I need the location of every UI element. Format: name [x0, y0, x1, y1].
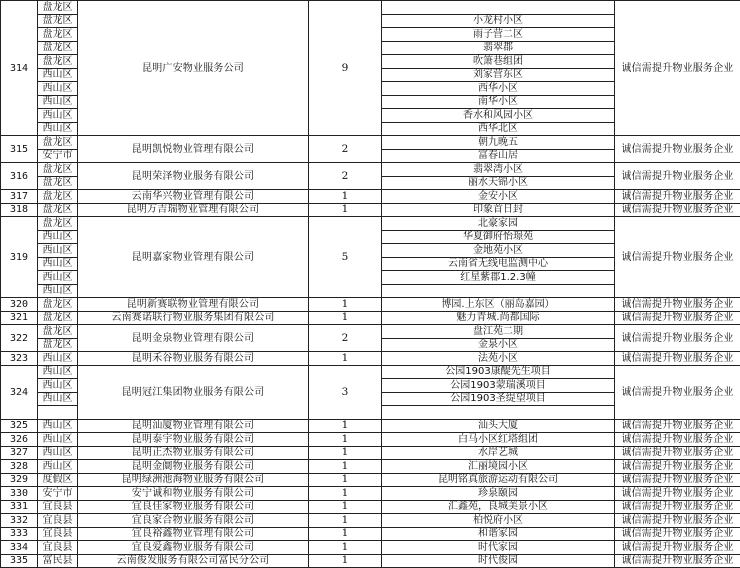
company-name-cell: 昆明禾谷物业服务有限公司 — [78, 352, 309, 366]
row-number-cell: 325 — [1, 419, 38, 433]
project-name-cell: 香水和风园小区 — [382, 109, 615, 123]
project-name-cell — [382, 406, 615, 420]
row-number-cell: 320 — [1, 298, 38, 312]
table-row — [1, 136, 740, 150]
project-count-cell: 1 — [309, 554, 382, 568]
district-cell: 宜良县 — [38, 514, 78, 528]
row-number-cell: 329 — [1, 473, 38, 487]
district-cell: 盘龙区 — [38, 176, 78, 190]
district-cell: 宜良县 — [38, 541, 78, 555]
project-name-cell: 汇丽境园小区 — [382, 460, 615, 474]
project-count-cell: 1 — [309, 446, 382, 460]
table-row — [1, 298, 740, 312]
company-name-cell: 云南赛诺联行物业服务集团有限公司 — [78, 311, 309, 325]
project-count-cell: 1 — [309, 419, 382, 433]
company-name-cell: 昆明金泉物业管理有限公司 — [78, 325, 309, 352]
row-number-cell: 318 — [1, 203, 38, 217]
table-row — [1, 433, 740, 447]
company-name-cell: 昆明正杰物业服务有限公司 — [78, 446, 309, 460]
table-row — [1, 514, 740, 528]
enterprise-category-cell: 诚信需提升物业服务企业 — [615, 460, 740, 474]
table-row — [1, 217, 740, 231]
district-cell: 盘龙区 — [38, 163, 78, 177]
project-name-cell: 红星紫郡1.2.3幢 — [382, 271, 615, 285]
project-name-cell: 南华小区 — [382, 95, 615, 109]
district-cell: 安宁市 — [38, 149, 78, 163]
project-name-cell: 博园.上东区（丽岛嘉园） — [382, 298, 615, 312]
district-cell: 度假区 — [38, 473, 78, 487]
enterprise-category-cell: 诚信需提升物业服务企业 — [615, 541, 740, 555]
enterprise-category-cell: 诚信需提升物业服务企业 — [615, 473, 740, 487]
company-name-cell: 安宁诚和物业服务有限公司 — [78, 487, 309, 501]
project-name-cell: 时代家园 — [382, 541, 615, 555]
district-cell: 盘龙区 — [38, 28, 78, 42]
row-number-cell: 333 — [1, 527, 38, 541]
company-name-cell: 宜良爱鑫物业服务有限公司 — [78, 541, 309, 555]
row-number-cell: 331 — [1, 500, 38, 514]
enterprise-category-cell: 诚信需提升物业服务企业 — [615, 311, 740, 325]
table-row — [1, 325, 740, 339]
district-cell: 盘龙区 — [38, 203, 78, 217]
district-cell: 盘龙区 — [38, 55, 78, 69]
enterprise-category-cell: 诚信需提升物业服务企业 — [615, 298, 740, 312]
district-cell: 西山区 — [38, 257, 78, 271]
company-name-cell: 昆明泰宇物业服务有限公司 — [78, 433, 309, 447]
project-count-cell: 1 — [309, 190, 382, 204]
district-cell: 宜良县 — [38, 500, 78, 514]
district-cell: 西山区 — [38, 446, 78, 460]
company-name-cell: 云南俊发服务有限公司富民分公司 — [78, 554, 309, 568]
district-cell: 富民县 — [38, 554, 78, 568]
project-name-cell: 盘江苑二期 — [382, 325, 615, 339]
project-count-cell: 1 — [309, 527, 382, 541]
enterprise-category-cell: 诚信需提升物业服务企业 — [615, 500, 740, 514]
table-row — [1, 473, 740, 487]
district-cell: 盘龙区 — [38, 190, 78, 204]
row-number-cell: 328 — [1, 460, 38, 474]
enterprise-category-cell: 诚信需提升物业服务企业 — [615, 325, 740, 352]
table-row — [1, 419, 740, 433]
project-count-cell: 1 — [309, 311, 382, 325]
project-name-cell: 金安小区 — [382, 190, 615, 204]
row-number-cell: 323 — [1, 352, 38, 366]
row-number-cell: 330 — [1, 487, 38, 501]
table-row — [1, 190, 740, 204]
project-name-cell: 柏悦府小区 — [382, 514, 615, 528]
row-number-cell: 321 — [1, 311, 38, 325]
project-name-cell: 汇鑫苑，良城美景小区 — [382, 500, 615, 514]
enterprise-category-cell: 诚信需提升物业服务企业 — [615, 487, 740, 501]
project-name-cell: 公园1903圣缇望项目 — [382, 392, 615, 406]
project-count-cell: 3 — [309, 365, 382, 419]
district-cell: 西山区 — [38, 419, 78, 433]
company-name-cell: 宜良裕鑫物业管理有限公司 — [78, 527, 309, 541]
district-cell: 西山区 — [38, 244, 78, 258]
company-name-cell: 昆明冠江集团物业服务有限公司 — [78, 365, 309, 419]
district-cell: 盘龙区 — [38, 338, 78, 352]
project-name-cell: 雨子营二区 — [382, 28, 615, 42]
project-count-cell: 1 — [309, 514, 382, 528]
company-name-cell: 昆明广安物业服务公司 — [78, 1, 309, 136]
table-row — [1, 541, 740, 555]
company-name-cell: 云南华兴物业管理有限公司 — [78, 190, 309, 204]
district-cell — [38, 406, 78, 420]
row-number-cell: 326 — [1, 433, 38, 447]
project-count-cell: 1 — [309, 541, 382, 555]
table-row — [1, 500, 740, 514]
row-number-cell: 327 — [1, 446, 38, 460]
enterprise-category-cell: 诚信需提升物业服务企业 — [615, 1, 740, 136]
table-row — [1, 352, 740, 366]
project-count-cell: 1 — [309, 473, 382, 487]
project-name-cell: 丽水天锦小区 — [382, 176, 615, 190]
district-cell: 盘龙区 — [38, 298, 78, 312]
row-number-cell: 322 — [1, 325, 38, 352]
district-cell: 西山区 — [38, 82, 78, 96]
company-name-cell: 昆明嘉家物业管理有限公司 — [78, 217, 309, 298]
district-cell: 西山区 — [38, 271, 78, 285]
table-row — [1, 365, 740, 379]
company-name-cell: 昆明绿洲池海物业服务有限公司 — [78, 473, 309, 487]
table-row — [1, 1, 740, 15]
table-row — [1, 446, 740, 460]
project-name-cell: 魅力青城.尚都国际 — [382, 311, 615, 325]
district-cell: 盘龙区 — [38, 325, 78, 339]
row-number-cell: 319 — [1, 217, 38, 298]
row-number-cell: 334 — [1, 541, 38, 555]
enterprise-category-cell: 诚信需提升物业服务企业 — [615, 136, 740, 163]
district-cell: 西山区 — [38, 392, 78, 406]
project-name-cell: 云南省无线电监测中心 — [382, 257, 615, 271]
project-name-cell: 西华北区 — [382, 122, 615, 136]
project-name-cell: 白马小区红塔组团 — [382, 433, 615, 447]
project-count-cell: 1 — [309, 460, 382, 474]
project-count-cell: 5 — [309, 217, 382, 298]
enterprise-category-cell: 诚信需提升物业服务企业 — [615, 163, 740, 190]
project-count-cell: 2 — [309, 325, 382, 352]
project-name-cell — [382, 284, 615, 298]
table-row — [1, 460, 740, 474]
row-number-cell: 315 — [1, 136, 38, 163]
district-cell: 盘龙区 — [38, 311, 78, 325]
company-name-cell: 宜良家合物业服务有限公司 — [78, 514, 309, 528]
district-cell: 盘龙区 — [38, 136, 78, 150]
project-count-cell: 1 — [309, 298, 382, 312]
district-cell: 西山区 — [38, 95, 78, 109]
table-row — [1, 527, 740, 541]
project-count-cell: 1 — [309, 487, 382, 501]
district-cell: 西山区 — [38, 68, 78, 82]
project-name-cell: 朝九晚五 — [382, 136, 615, 150]
project-name-cell: 华夏御府怡璟苑 — [382, 230, 615, 244]
project-name-cell: 翡翠湾小区 — [382, 163, 615, 177]
project-name-cell: 和谐家园 — [382, 527, 615, 541]
enterprise-category-cell: 诚信需提升物业服务企业 — [615, 203, 740, 217]
table-row — [1, 203, 740, 217]
district-cell: 西山区 — [38, 109, 78, 123]
project-count-cell: 1 — [309, 500, 382, 514]
enterprise-category-cell: 诚信需提升物业服务企业 — [615, 419, 740, 433]
district-cell: 安宁市 — [38, 487, 78, 501]
table-row — [1, 554, 740, 568]
company-name-cell: 昆明荣泽物业服务有限公司 — [78, 163, 309, 190]
company-name-cell: 昆明凯悦物业管理有限公司 — [78, 136, 309, 163]
project-count-cell: 2 — [309, 163, 382, 190]
district-cell: 西山区 — [38, 352, 78, 366]
district-cell: 盘龙区 — [38, 14, 78, 28]
project-name-cell: 时代俊园 — [382, 554, 615, 568]
project-name-cell: 水岸艺城 — [382, 446, 615, 460]
project-count-cell: 1 — [309, 433, 382, 447]
project-name-cell: 金地苑小区 — [382, 244, 615, 258]
company-name-cell: 宜良佳家物业服务有限公司 — [78, 500, 309, 514]
company-name-cell: 昆明金阛物业服务有限公司 — [78, 460, 309, 474]
table-body — [1, 1, 740, 568]
row-number-cell: 335 — [1, 554, 38, 568]
project-name-cell: 刘家营东区 — [382, 68, 615, 82]
project-name-cell: 珍泉颐园 — [382, 487, 615, 501]
project-name-cell: 金泉小区 — [382, 338, 615, 352]
enterprise-category-cell: 诚信需提升物业服务企业 — [615, 446, 740, 460]
project-name-cell: 公园1903蒙瑞溪项目 — [382, 379, 615, 393]
enterprise-category-cell: 诚信需提升物业服务企业 — [615, 365, 740, 419]
table-row — [1, 311, 740, 325]
enterprise-category-cell: 诚信需提升物业服务企业 — [615, 514, 740, 528]
enterprise-category-cell: 诚信需提升物业服务企业 — [615, 527, 740, 541]
district-cell: 盘龙区 — [38, 41, 78, 55]
project-name-cell: 公园1903康醍先生项目 — [382, 365, 615, 379]
enterprise-category-cell: 诚信需提升物业服务企业 — [615, 352, 740, 366]
project-name-cell: 富春山居 — [382, 149, 615, 163]
project-name-cell: 吹箫巷组团 — [382, 55, 615, 69]
district-cell: 西山区 — [38, 379, 78, 393]
district-cell: 西山区 — [38, 284, 78, 298]
district-cell: 西山区 — [38, 460, 78, 474]
project-count-cell: 9 — [309, 1, 382, 136]
row-number-cell: 314 — [1, 1, 38, 136]
project-name-cell: 小龙村小区 — [382, 14, 615, 28]
project-name-cell: 翡翠郡 — [382, 41, 615, 55]
project-name-cell: 北豪家园 — [382, 217, 615, 231]
enterprise-category-cell: 诚信需提升物业服务企业 — [615, 554, 740, 568]
enterprise-category-cell: 诚信需提升物业服务企业 — [615, 190, 740, 204]
table-row — [1, 487, 740, 501]
company-name-cell: 昆明汕厦物业管理有限公司 — [78, 419, 309, 433]
district-cell: 西山区 — [38, 433, 78, 447]
company-name-cell: 昆明万吉瑞物业管理有限公司 — [78, 203, 309, 217]
table-row — [1, 163, 740, 177]
project-count-cell: 1 — [309, 203, 382, 217]
project-name-cell: 汕头大厦 — [382, 419, 615, 433]
project-name-cell: 印象首日封 — [382, 203, 615, 217]
district-cell: 盘龙区 — [38, 217, 78, 231]
project-name-cell: 西华小区 — [382, 82, 615, 96]
project-count-cell: 1 — [309, 352, 382, 366]
row-number-cell: 317 — [1, 190, 38, 204]
row-number-cell: 316 — [1, 163, 38, 190]
company-name-cell: 昆明新赛联物业管理有限公司 — [78, 298, 309, 312]
enterprise-category-cell: 诚信需提升物业服务企业 — [615, 217, 740, 298]
district-cell: 宜良县 — [38, 527, 78, 541]
district-cell: 西山区 — [38, 230, 78, 244]
row-number-cell: 332 — [1, 514, 38, 528]
project-name-cell: 法苑小区 — [382, 352, 615, 366]
row-number-cell: 324 — [1, 365, 38, 419]
project-name-cell: 昆明铭真旅游运动有限公司 — [382, 473, 615, 487]
district-cell: 盘龙区 — [38, 1, 78, 15]
project-name-cell — [382, 1, 615, 15]
district-cell: 西山区 — [38, 365, 78, 379]
project-count-cell: 2 — [309, 136, 382, 163]
district-cell: 西山区 — [38, 122, 78, 136]
enterprise-category-cell: 诚信需提升物业服务企业 — [615, 433, 740, 447]
